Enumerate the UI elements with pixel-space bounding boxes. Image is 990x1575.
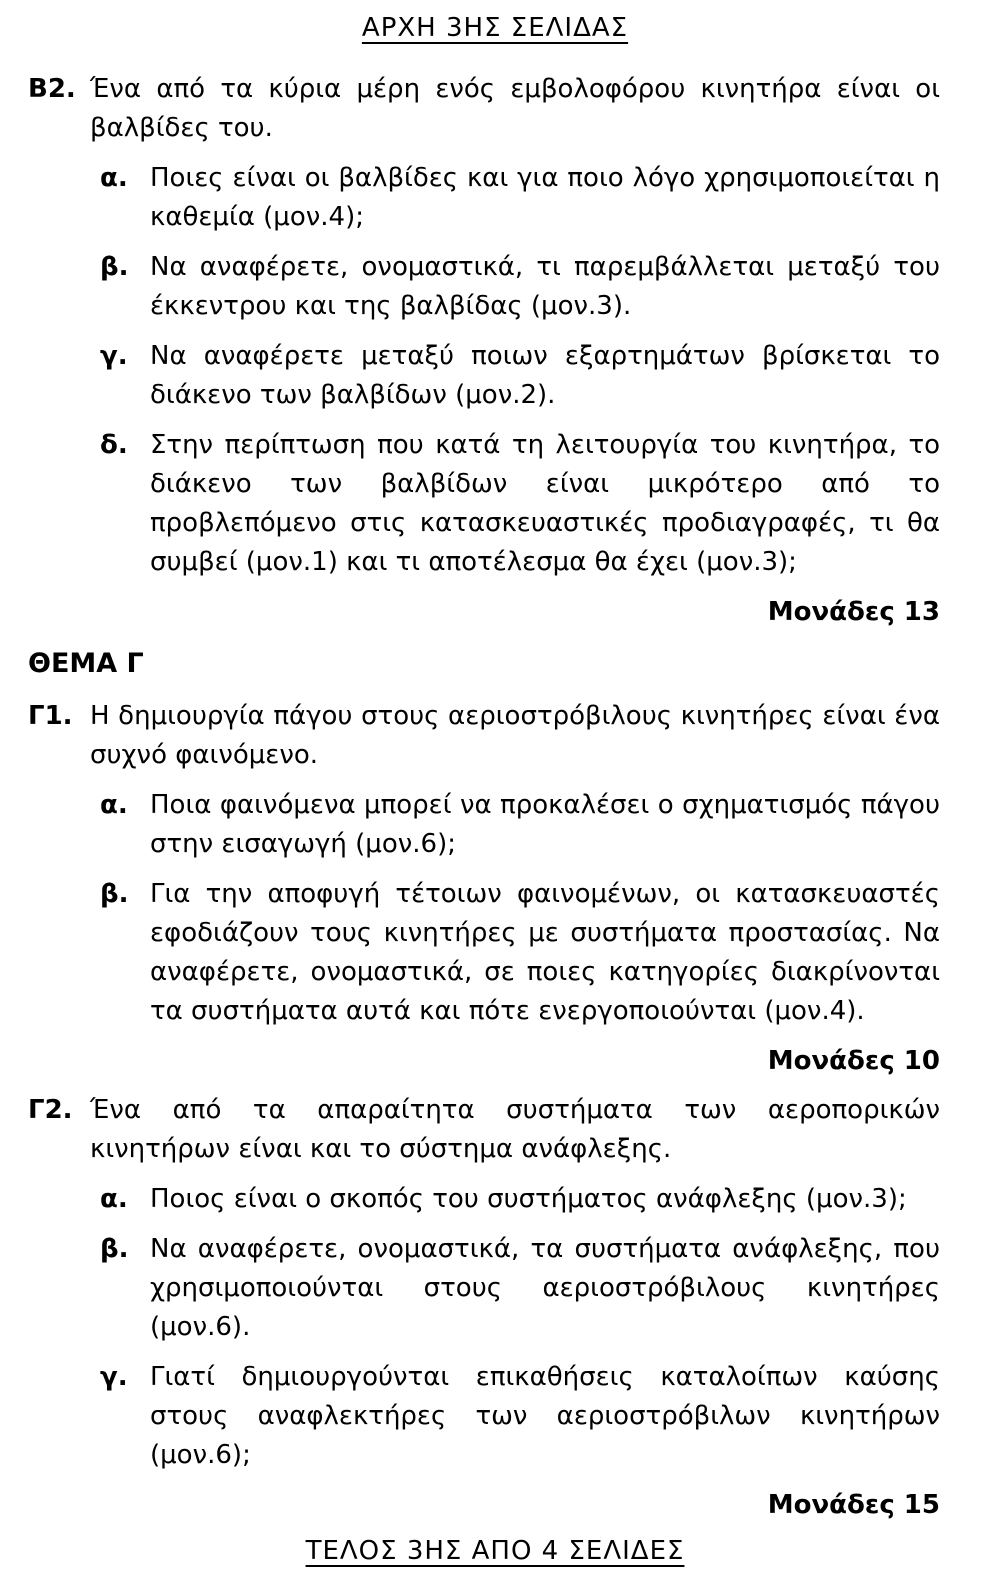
subitem-text: Ποιες είναι οι βαλβίδες και για ποιο λόγο χρησιμοποιείται η καθεμία (μον.4); [150, 163, 940, 232]
points-line: Μονάδες 10 [767, 1046, 940, 1076]
subitem-text: Για την αποφυγή τέτοιων φαινομένων, οι κατασκευαστές εφοδιάζουν τους κινητήρες με συστήματα προστασίας. Να αναφέρετε, ονομαστικά, σε ποιες κατηγορίες διακρίνονται τα συστήματα αυτά και πότε ενεργοποιούνται (μον.4). [150, 879, 940, 1026]
subitem-text: Ποια φαινόμενα μπορεί να προκαλέσει ο σχηματισμός πάγου στην εισαγωγή (μον.6); [150, 790, 940, 859]
question-number: Γ2. [28, 1095, 73, 1125]
subitem-row [100, 1230, 940, 1347]
question-b2 [0, 70, 990, 642]
subitem-label: α. [100, 790, 128, 820]
subitem-text: Να αναφέρετε, ονομαστικά, τα συστήματα ανάφλεξης, που χρησιμοποιούνται στους αεριοστρόβιλους κινητήρες (μον.6). [150, 1234, 940, 1342]
question-intro: Ένα από τα κύρια μέρη ενός εμβολοφόρου κινητήρα είναι οι βαλβίδες του. [90, 74, 940, 143]
question-intro-row [28, 70, 940, 148]
points-line: Μονάδες 13 [767, 597, 940, 627]
subitem-label: β. [100, 1234, 129, 1264]
subitem-text: Να αναφέρετε μεταξύ ποιων εξαρτημάτων βρίσκεται το διάκενο των βαλβίδων (μον.2). [150, 341, 940, 410]
subitem-text: Να αναφέρετε, ονομαστικά, τι παρεμβάλλεται μεταξύ του έκκεντρου και της βαλβίδας (μον.3). [150, 252, 940, 321]
question-number: Γ1. [28, 701, 73, 731]
subitem-label: α. [100, 163, 128, 193]
subitem-row [100, 248, 940, 326]
question-intro: Η δημιουργία πάγου στους αεριοστρόβιλους κινητήρες είναι ένα συχνό φαινόμενο. [90, 701, 940, 770]
question-intro-row [28, 697, 940, 775]
subitem-label: δ. [100, 430, 128, 460]
subitem-label: α. [100, 1184, 128, 1214]
subitem-row [100, 337, 940, 415]
subitem-row [100, 786, 940, 864]
question-intro: Ένα από τα απαραίτητα συστήματα των αεροπορικών κινητήρων είναι και το σύστημα ανάφλεξης. [90, 1095, 940, 1164]
subitem-row [100, 1180, 940, 1219]
subitem-row [100, 159, 940, 237]
subitem-row [100, 875, 940, 1031]
subitem-text: Γιατί δημιουργούνται επικαθήσεις καταλοίπων καύσης στους αναφλεκτήρες των αεριοστρόβιλων κινητήρων (μον.6); [150, 1362, 940, 1470]
page-header-text: ΑΡΧΗ 3ΗΣ ΣΕΛΙΔΑΣ [361, 13, 629, 43]
subitem-text: Ποιος είναι ο σκοπός του συστήματος ανάφλεξης (μον.3); [150, 1184, 907, 1214]
question-number: Β2. [28, 74, 76, 104]
page-header [0, 12, 990, 44]
subitem-row [100, 1358, 940, 1475]
page-footer [0, 1535, 990, 1575]
question-intro-row [28, 1091, 940, 1169]
subitem-label: γ. [100, 1362, 128, 1392]
subitem-label: β. [100, 252, 129, 282]
subitem-label: γ. [100, 341, 128, 371]
subitem-label: β. [100, 879, 129, 909]
question-g2 [0, 1091, 990, 1535]
page-footer-text: ΤΕΛΟΣ 3ΗΣ ΑΠΟ 4 ΣΕΛΙΔΕΣ [305, 1536, 685, 1566]
points-line: Μονάδες 15 [767, 1490, 940, 1520]
subitem-text: Στην περίπτωση που κατά τη λειτουργία του κινητήρα, το διάκενο των βαλβίδων είναι μικρότερο από το προβλεπόμενο στις κατασκευαστικές προδιαγραφές, τι θα συμβεί (μον.1) και τι αποτέλεσμα θα έχει (μον.3); [150, 430, 940, 577]
subitem-row [100, 426, 940, 582]
question-g1 [0, 697, 990, 1091]
theme-heading: ΘΕΜΑ Γ [28, 648, 144, 679]
